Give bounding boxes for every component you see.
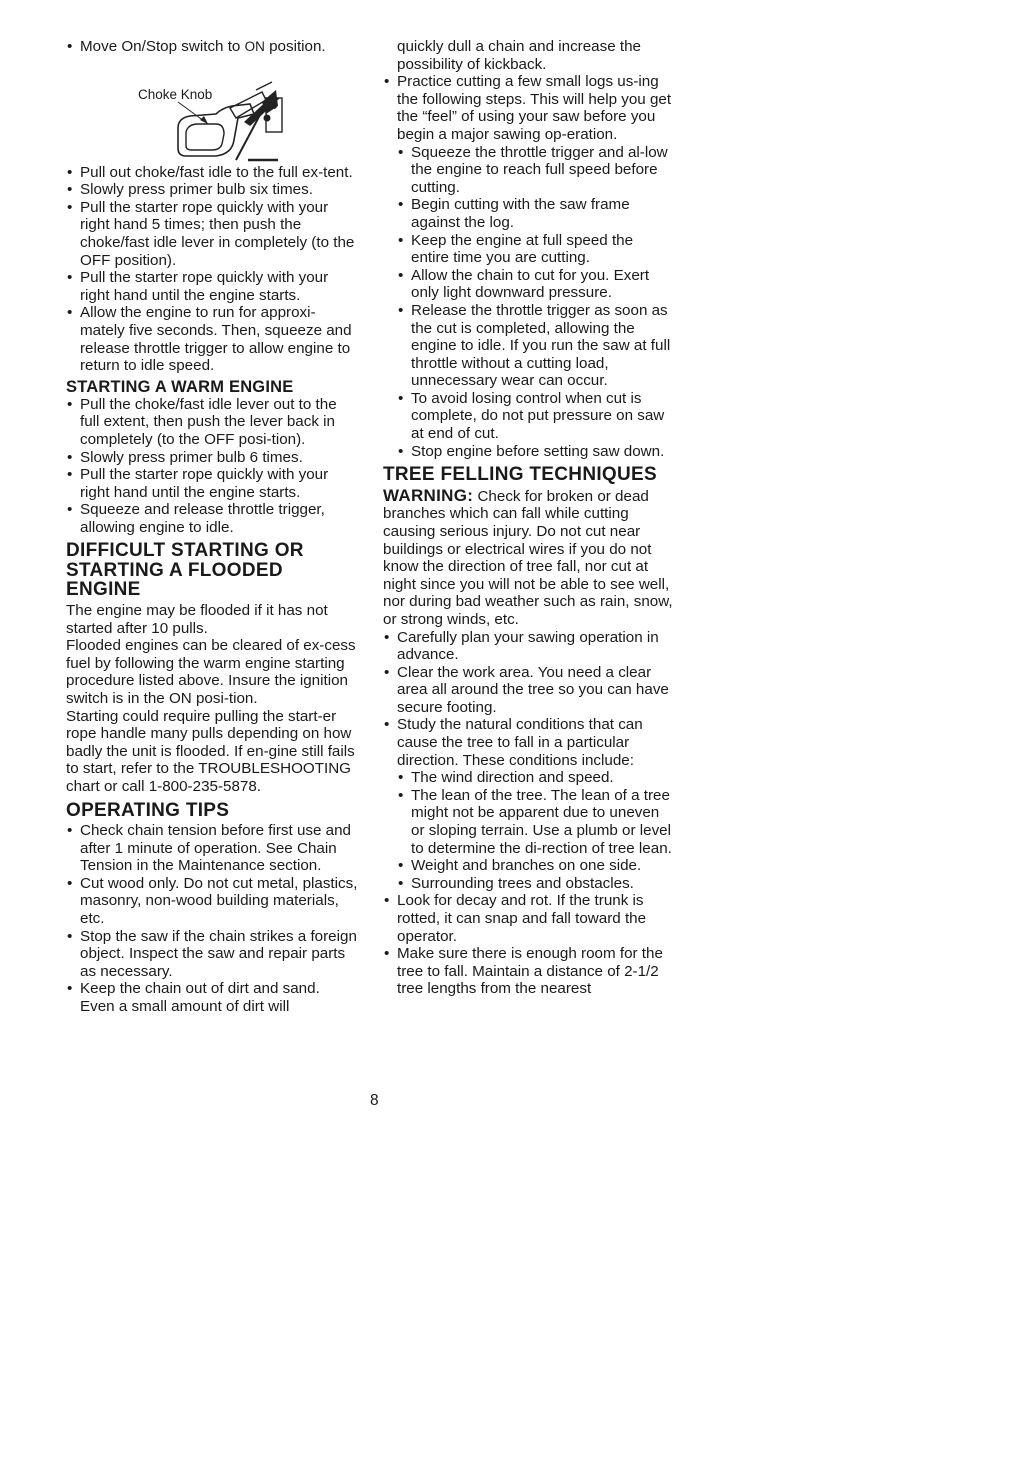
warm-engine-heading: STARTING A WARM ENGINE	[66, 377, 294, 396]
list-item: • Pull the starter rope quickly with your right hand until the engine starts.	[66, 269, 358, 304]
choke-knob-label: Choke Knob	[138, 86, 213, 102]
paragraph: Starting could require pulling the start-er rope handle many pulls depending on how badly the unit is flooded. If en-gine still fails to start, refer to the TROUBLESHOOTING chart or call 1-800-235-5878.	[66, 707, 355, 795]
list-item: • To avoid losing control when cut is complete, do not put pressure on saw at end of cut.	[397, 390, 675, 443]
list-item: • Pull the starter rope quickly with your right hand 5 times; then push the choke/fast idle lever in completely (to the OFF position).	[66, 199, 358, 269]
list-item: • Carefully plan your sawing operation in advance.	[383, 629, 675, 664]
right-column	[383, 38, 675, 998]
list-item: • Allow the engine to run for approxi-mately five seconds. Then, squeeze and release throttle trigger to allow engine to return to idle speed.	[66, 304, 358, 374]
continued-text: quickly dull a chain and increase the possibility of kickback.	[397, 38, 641, 73]
left-column	[66, 38, 358, 1016]
tree-felling-heading: TREE FELLING TECHNIQUES	[383, 464, 657, 486]
list-item: • Weight and branches on one side.	[397, 857, 675, 875]
list-item: • The wind direction and speed.	[397, 769, 675, 787]
list-item: • The lean of the tree. The lean of a tree might not be apparent due to uneven or sloping terrain. Use a plumb or level to determine the di-rection of tree lean.	[397, 787, 675, 857]
paragraph: The engine may be flooded if it has not started after 10 pulls.	[66, 601, 328, 637]
practice-steps	[397, 144, 675, 461]
list-item: • Begin cutting with the saw frame against the log.	[397, 196, 675, 231]
list-item: • Keep the engine at full speed the entire time you are cutting.	[397, 232, 675, 267]
list-item: • Stop the saw if the chain strikes a foreign object. Inspect the saw and repair parts as necessary.	[66, 928, 358, 981]
list-item: • Release the throttle trigger as soon as the cut is completed, allowing the engine to idle. If you run the saw at full throttle without a cutting load, unnecessary wear can occur.	[397, 302, 675, 390]
list-item: • Study the natural conditions that can cause the tree to fall in a particular direction. These conditions include: • The wind direction and speed. • The lean of the tree. The lean of a tree might not be apparent due to uneven or sloping terrain. Use a plumb or level to determine the di-rection of tree lean. • Weight and branches on one side. • Surrounding trees and obstacles.	[383, 716, 675, 892]
operating-tips-list	[66, 822, 358, 1016]
list-item: • Squeeze the throttle trigger and al-low the engine to reach full speed before cutting.	[397, 144, 675, 197]
list-item: • Slowly press primer bulb 6 times.	[66, 449, 358, 467]
list-item: • Surrounding trees and obstacles.	[397, 875, 675, 893]
list-item: • Pull out choke/fast idle to the full ex-tent.	[66, 164, 358, 182]
list-item: • Clear the work area. You need a clear area all around the tree so you can have secure footing.	[383, 664, 675, 717]
page-number: 8	[370, 1092, 379, 1109]
operating-tips-heading: OPERATING TIPS	[66, 799, 230, 821]
flooded-engine-heading: DIFFICULT STARTING OR STARTING A FLOODED ENGINE	[66, 540, 304, 601]
warning-label: WARNING:	[383, 485, 474, 505]
warm-start-steps	[66, 396, 358, 537]
practice-cutting-item: • Practice cutting a few small logs us-ing the following steps. This will help you get the “feel” of using your saw before you begin a major sawing op-eration. • Squeeze the throttle trigger and al-low the engine to reach full speed before cutting. • Begin cutting with the saw frame against the log. • Keep the engine at full speed the entire time you are cutting. • Allow the chain to cut for you. Exert only light downward pressure. • Release the throttle trigger as soon as the cut is completed, allowing the engine to idle. If you run the saw at full throttle without a cutting load, unnecessary wear can occur. • To avoid losing control when cut is complete, do not put pressure on saw at end of cut. • Stop engine before setting saw down.	[383, 73, 675, 460]
list-item: • Look for decay and rot. If the trunk is rotted, it can snap and fall toward the operator.	[383, 892, 675, 945]
warning-paragraph: WARNING: Check for broken or dead branches which can fall while cutting causing serious injury. Do not cut near buildings or electrical wires if you do not know the direction of tree fall, nor cut at night since you will not be able to see well, nor during bad weather such as rain, snow, or strong winds, etc.	[383, 485, 673, 628]
felling-steps	[383, 629, 675, 998]
list-item: • Slowly press primer bulb six times.	[66, 181, 358, 199]
list-item: • Pull the starter rope quickly with your right hand until the engine starts.	[66, 466, 358, 501]
list-item: • Squeeze and release throttle trigger, allowing engine to idle.	[66, 501, 358, 536]
list-item: • Keep the chain out of dirt and sand. Even a small amount of dirt will	[66, 980, 358, 1015]
list-item: • Check chain tension before first use and after 1 minute of operation. See Chain Tension in the Maintenance section.	[66, 822, 358, 875]
list-item: • Allow the chain to cut for you. Exert only light downward pressure.	[397, 267, 675, 302]
list-item: • Pull the choke/fast idle lever out to the full extent, then push the lever back in completely (to the OFF posi-tion).	[66, 396, 358, 449]
cold-start-steps	[66, 164, 358, 375]
list-item: • Stop engine before setting saw down.	[397, 443, 675, 461]
list-item: • Cut wood only. Do not cut metal, plastics, masonry, non-wood building materials, etc.	[66, 875, 358, 928]
choke-knob-illustration	[66, 56, 358, 164]
chainsaw-handle-drawing	[66, 56, 358, 164]
on-switch-instruction: • Move On/Stop switch to ON position.	[66, 38, 358, 56]
conditions-list	[397, 769, 675, 892]
paragraph: Flooded engines can be cleared of ex-cess fuel by following the warm engine starting procedure listed above. Insure the ignition switch is in the ON posi-tion.	[66, 637, 356, 707]
list-item: • Make sure there is enough room for the tree to fall. Maintain a distance of 2-1/2 tree lengths from the nearest	[383, 945, 675, 998]
